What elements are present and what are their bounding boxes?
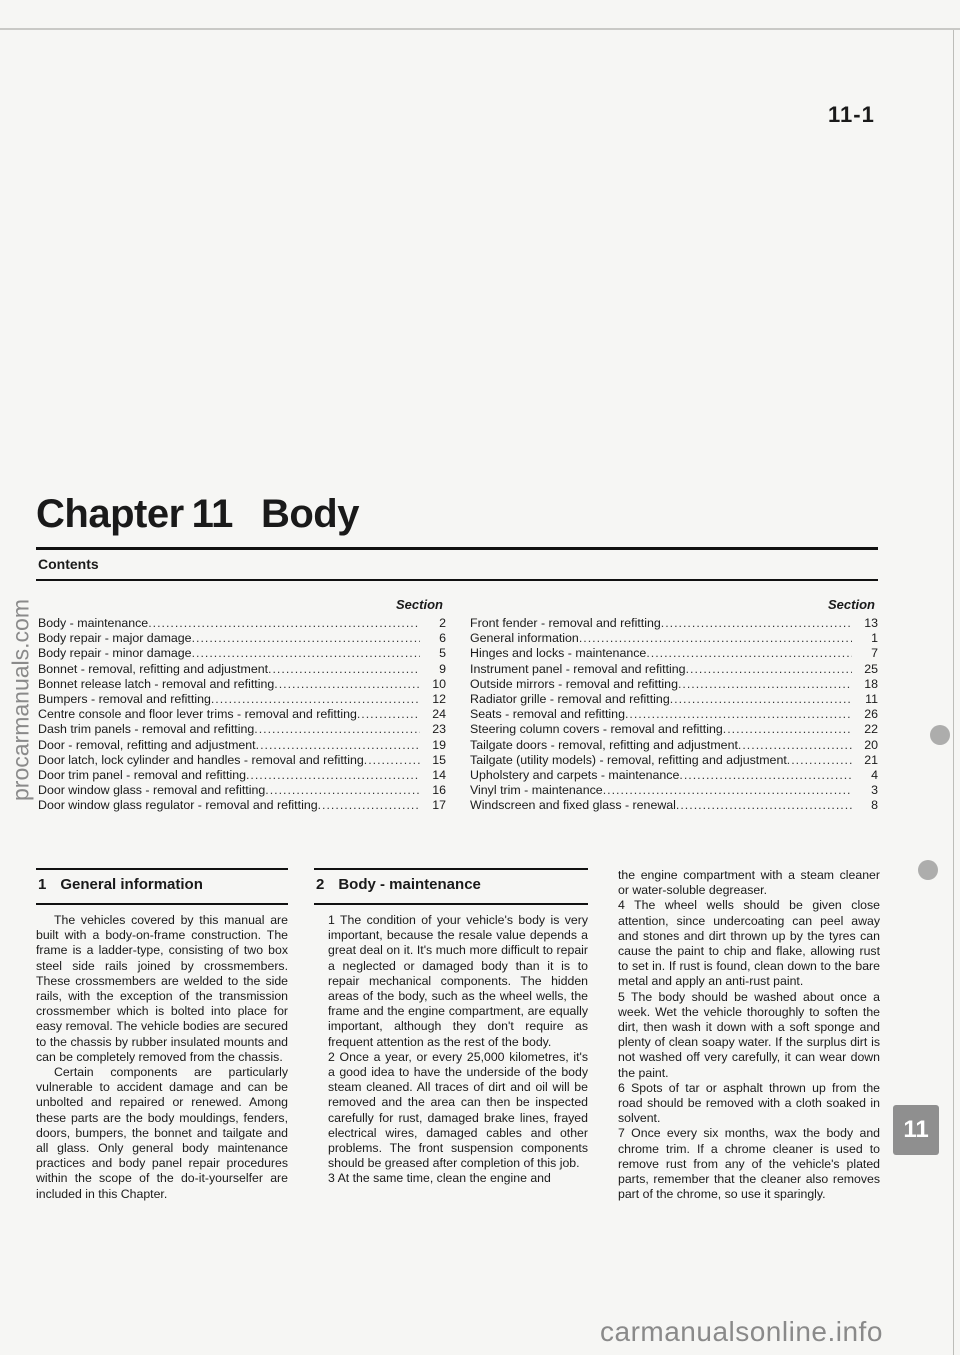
side-watermark-text: procarmanuals.com <box>7 599 34 801</box>
toc-entry-title: Upholstery and carpets - maintenance <box>470 767 680 782</box>
toc-leader-dots <box>678 677 852 692</box>
contents-rule <box>36 579 878 581</box>
toc-entry <box>38 692 446 707</box>
toc-leader-dots <box>357 707 420 722</box>
toc-entry-section: 7 <box>871 646 878 661</box>
toc-entry <box>38 707 446 722</box>
paragraph: The vehicles covered by this manual are built with a body-on-frame construction. The frame is a ladder-type, consisting of two box steel side rails joined by crossmembers. These crossmembers are welded to the side rails, with the exception of the transmission crossmember which is bolted into place for easy removal. The vehicle bodies are secured to the chassis by rubber insulated mounts and can be completely removed from the chassis. <box>36 913 288 1064</box>
section2-number: 2 <box>316 876 325 893</box>
toc-leader-dots <box>256 738 420 753</box>
scan-speck <box>930 725 950 745</box>
toc-entry-section: 21 <box>864 752 878 767</box>
section1-heading <box>38 876 203 893</box>
toc-entry <box>38 662 446 677</box>
toc-entry-title: Vinyl trim - maintenance <box>470 783 603 798</box>
toc-entry-section: 14 <box>432 767 446 782</box>
toc-leader-dots <box>661 616 852 631</box>
toc-entry-title: Centre console and floor lever trims - removal and refitting <box>38 707 357 722</box>
toc-left-column <box>38 616 446 813</box>
toc-entry-section: 20 <box>864 737 878 752</box>
toc-entry <box>470 738 878 753</box>
section1-title: General information <box>60 876 203 893</box>
toc-entry <box>38 722 446 737</box>
toc-entry <box>470 662 878 677</box>
toc-entry-section: 4 <box>871 767 878 782</box>
toc-entry-title: Door window glass regulator - removal and refitting <box>38 798 318 813</box>
toc-leader-dots <box>268 662 420 677</box>
section1-rule-top <box>36 868 288 870</box>
paragraph: 1 The condition of your vehicle's body is very important, because the resale value depends a great deal on it. It's much more difficult to repair a neglected or damaged body than it is to repair mechanical components. The hidden areas of the body, such as the wheel wells, the frame and the engine compartment, are equally important, although they don't require as frequent attention as the rest of the body. <box>328 913 588 1049</box>
toc-entry-title: Front fender - removal and refitting <box>470 616 661 630</box>
paragraph: 5 The body should be washed about once a week. Wet the vehicle thoroughly to soften the dirt, then wash it down with a soft sponge and plenty of clean soapy water. If the surplus dirt is not washed off very carefully, it can wear down the paint. <box>618 989 880 1080</box>
toc-entry <box>38 616 446 631</box>
toc-entry <box>470 692 878 707</box>
toc-entry-title: Door window glass - removal and refitting <box>38 783 266 798</box>
toc-leader-dots <box>787 753 852 768</box>
toc-entry <box>38 738 446 753</box>
toc-entry <box>470 646 878 661</box>
toc-entry <box>470 798 878 813</box>
toc-section-header-right: Section <box>828 597 875 612</box>
section2-heading <box>316 876 481 893</box>
toc-entry-section: 5 <box>439 646 446 661</box>
paragraph: 7 Once every six months, wax the body and chrome trim. If a chrome cleaner is used to remove rust from any of the vehicle's plated parts, remember that the cleaner also removes part of the chrome, so use it sparingly. <box>618 1126 880 1202</box>
toc-entry-title: Tailgate (utility models) - removal, refitting and adjustment <box>470 752 787 767</box>
toc-leader-dots <box>579 631 852 646</box>
paragraph: 4 The wheel wells should be given close attention, since undercoating can peel away and stones and dirt thrown up by the tyres can cause the paint to chip and flake, allowing rust to set in. If rust is found, clean down to the bare metal and apply an anti-rust paint. <box>618 898 880 989</box>
toc-entry-section: 3 <box>871 783 878 798</box>
toc-entry-title: Body - maintenance <box>38 616 149 630</box>
toc-entry-section: 22 <box>864 722 878 737</box>
section1-body <box>36 913 288 1202</box>
toc-entry-section: 6 <box>439 631 446 646</box>
toc-entry-section: 23 <box>432 722 446 737</box>
toc-leader-dots <box>679 768 852 783</box>
toc-entry <box>38 798 446 813</box>
toc-entry-section: 17 <box>432 798 446 813</box>
footer-watermark: carmanualsonline.info <box>600 1316 883 1347</box>
section2-body <box>328 913 588 1187</box>
toc-leader-dots <box>625 707 852 722</box>
toc-leader-dots <box>274 677 420 692</box>
toc-entry-section: 16 <box>432 783 446 798</box>
toc-entry-section: 26 <box>864 707 878 722</box>
toc-entry-section: 13 <box>864 616 878 630</box>
chapter-number: 11 <box>191 492 233 536</box>
section2-rule-bottom <box>314 903 588 905</box>
toc-entry <box>470 616 878 631</box>
toc-entry-title: Door - removal, refitting and adjustment <box>38 737 256 752</box>
toc-entry-section: 19 <box>432 737 446 752</box>
toc-leader-dots <box>265 783 420 798</box>
paragraph: 2 Once a year, or every 25,000 kilometres, it's a good idea to have the underside of the body steam cleaned. All traces of dirt and oil will be removed and the area can then be inspected carefully for rust, damaged brake lines, frayed electrical wires, damaged cables and other problems. The front suspension components should be greased after completion of this job. <box>328 1049 588 1171</box>
toc-entry-title: Outside mirrors - removal and refitting <box>470 676 678 691</box>
toc-leader-dots <box>192 646 420 661</box>
chapter-label: Chapter <box>36 492 184 536</box>
toc-entry-title: Bumpers - removal and refitting <box>38 691 211 706</box>
toc-entry-section: 12 <box>432 691 446 706</box>
toc-entry-title: Door trim panel - removal and refitting <box>38 767 246 782</box>
toc-entry-title: Body repair - major damage <box>38 631 192 646</box>
paragraph: 3 At the same time, clean the engine and <box>328 1171 551 1186</box>
chapter-tab-label: 11 <box>903 1116 929 1143</box>
side-watermark <box>0 560 42 840</box>
chapter-name: Body <box>260 492 359 536</box>
section2-continued <box>618 868 880 1202</box>
toc-entry <box>470 677 878 692</box>
toc-entry <box>470 768 878 783</box>
toc-entry <box>38 783 446 798</box>
toc-entry-title: Body repair - minor damage <box>38 646 192 661</box>
toc-entry-title: Tailgate doors - removal, refitting and adjustment <box>470 737 738 752</box>
toc-entry <box>38 631 446 646</box>
toc-entry <box>38 677 446 692</box>
toc-leader-dots <box>148 616 420 631</box>
scan-edge-top <box>0 28 960 30</box>
toc-leader-dots <box>676 798 852 813</box>
toc-entry <box>470 631 878 646</box>
toc-leader-dots <box>646 646 852 661</box>
toc-section-header-left: Section <box>396 597 443 612</box>
paragraph: Certain components are particularly vulnerable to accident damage and can be unbolted and repaired or renewed. Among these parts are the body mouldings, fenders, doors, bumpers, the bonnet and tailgate and all glass. Only general body maintenance practices and body panel repair procedures within the scope of the do-it-yourselfer are included in this Chapter. <box>36 1065 288 1201</box>
toc-entry-title: Dash trim panels - removal and refitting <box>38 722 255 737</box>
toc-entry-title: Instrument panel - removal and refitting <box>470 661 686 676</box>
toc-leader-dots <box>723 722 852 737</box>
chapter-tab-marker <box>893 1105 939 1155</box>
scan-speck <box>918 860 938 880</box>
toc-entry-title: Seats - removal and refitting <box>470 707 625 722</box>
toc-entry-section: 9 <box>439 661 446 676</box>
toc-entry-title: Hinges and locks - maintenance <box>470 646 647 661</box>
toc-entry <box>470 722 878 737</box>
toc-entry-title: Door latch, lock cylinder and handles - removal and refitting <box>38 752 364 767</box>
title-rule <box>36 547 878 550</box>
toc-entry-section: 11 <box>865 691 878 706</box>
scan-edge-right <box>953 30 954 1355</box>
toc-entry-section: 24 <box>432 707 446 722</box>
toc-entry-section: 2 <box>439 616 446 630</box>
toc-leader-dots <box>670 692 852 707</box>
section2-rule-top <box>314 868 588 870</box>
toc-leader-dots <box>318 798 420 813</box>
toc-entry <box>470 783 878 798</box>
toc-leader-dots <box>254 722 420 737</box>
chapter-title <box>36 492 359 537</box>
toc-entry <box>38 753 446 768</box>
toc-leader-dots <box>364 753 420 768</box>
toc-leader-dots <box>246 768 420 783</box>
toc-entry <box>470 753 878 768</box>
toc-entry-section: 8 <box>871 798 878 813</box>
contents-label: Contents <box>38 556 99 572</box>
paragraph: 6 Spots of tar or asphalt thrown up from the road should be removed with a cloth soaked in solvent. <box>618 1080 880 1126</box>
toc-entry-title: Bonnet - removal, refitting and adjustment <box>38 661 269 676</box>
toc-entry-title: Bonnet release latch - removal and refitting <box>38 676 275 691</box>
toc-entry-section: 18 <box>864 676 878 691</box>
toc-entry-section: 10 <box>432 676 446 691</box>
toc-entry <box>38 768 446 783</box>
toc-entry-section: 15 <box>432 752 446 767</box>
toc-leader-dots <box>211 692 420 707</box>
toc-entry <box>38 646 446 661</box>
toc-right-column <box>470 616 878 813</box>
page-number: 11-1 <box>828 102 875 127</box>
toc-leader-dots <box>603 783 852 798</box>
toc-entry <box>470 707 878 722</box>
toc-entry-title: Steering column covers - removal and refitting <box>470 722 723 737</box>
section1-rule-bottom <box>36 903 288 905</box>
toc-entry-title: Windscreen and fixed glass - renewal <box>470 798 676 813</box>
toc-entry-section: 1 <box>871 631 878 646</box>
paragraph: the engine compartment with a steam cleaner or water-soluble degreaser. <box>618 868 880 898</box>
toc-entry-title: General information <box>470 631 579 646</box>
toc-leader-dots <box>192 631 420 646</box>
toc-entry-title: Radiator grille - removal and refitting <box>470 691 670 706</box>
toc-leader-dots <box>738 738 852 753</box>
toc-entry-section: 25 <box>864 661 878 676</box>
toc-leader-dots <box>686 662 852 677</box>
section1-number: 1 <box>38 876 47 893</box>
section2-title: Body - maintenance <box>338 876 481 893</box>
